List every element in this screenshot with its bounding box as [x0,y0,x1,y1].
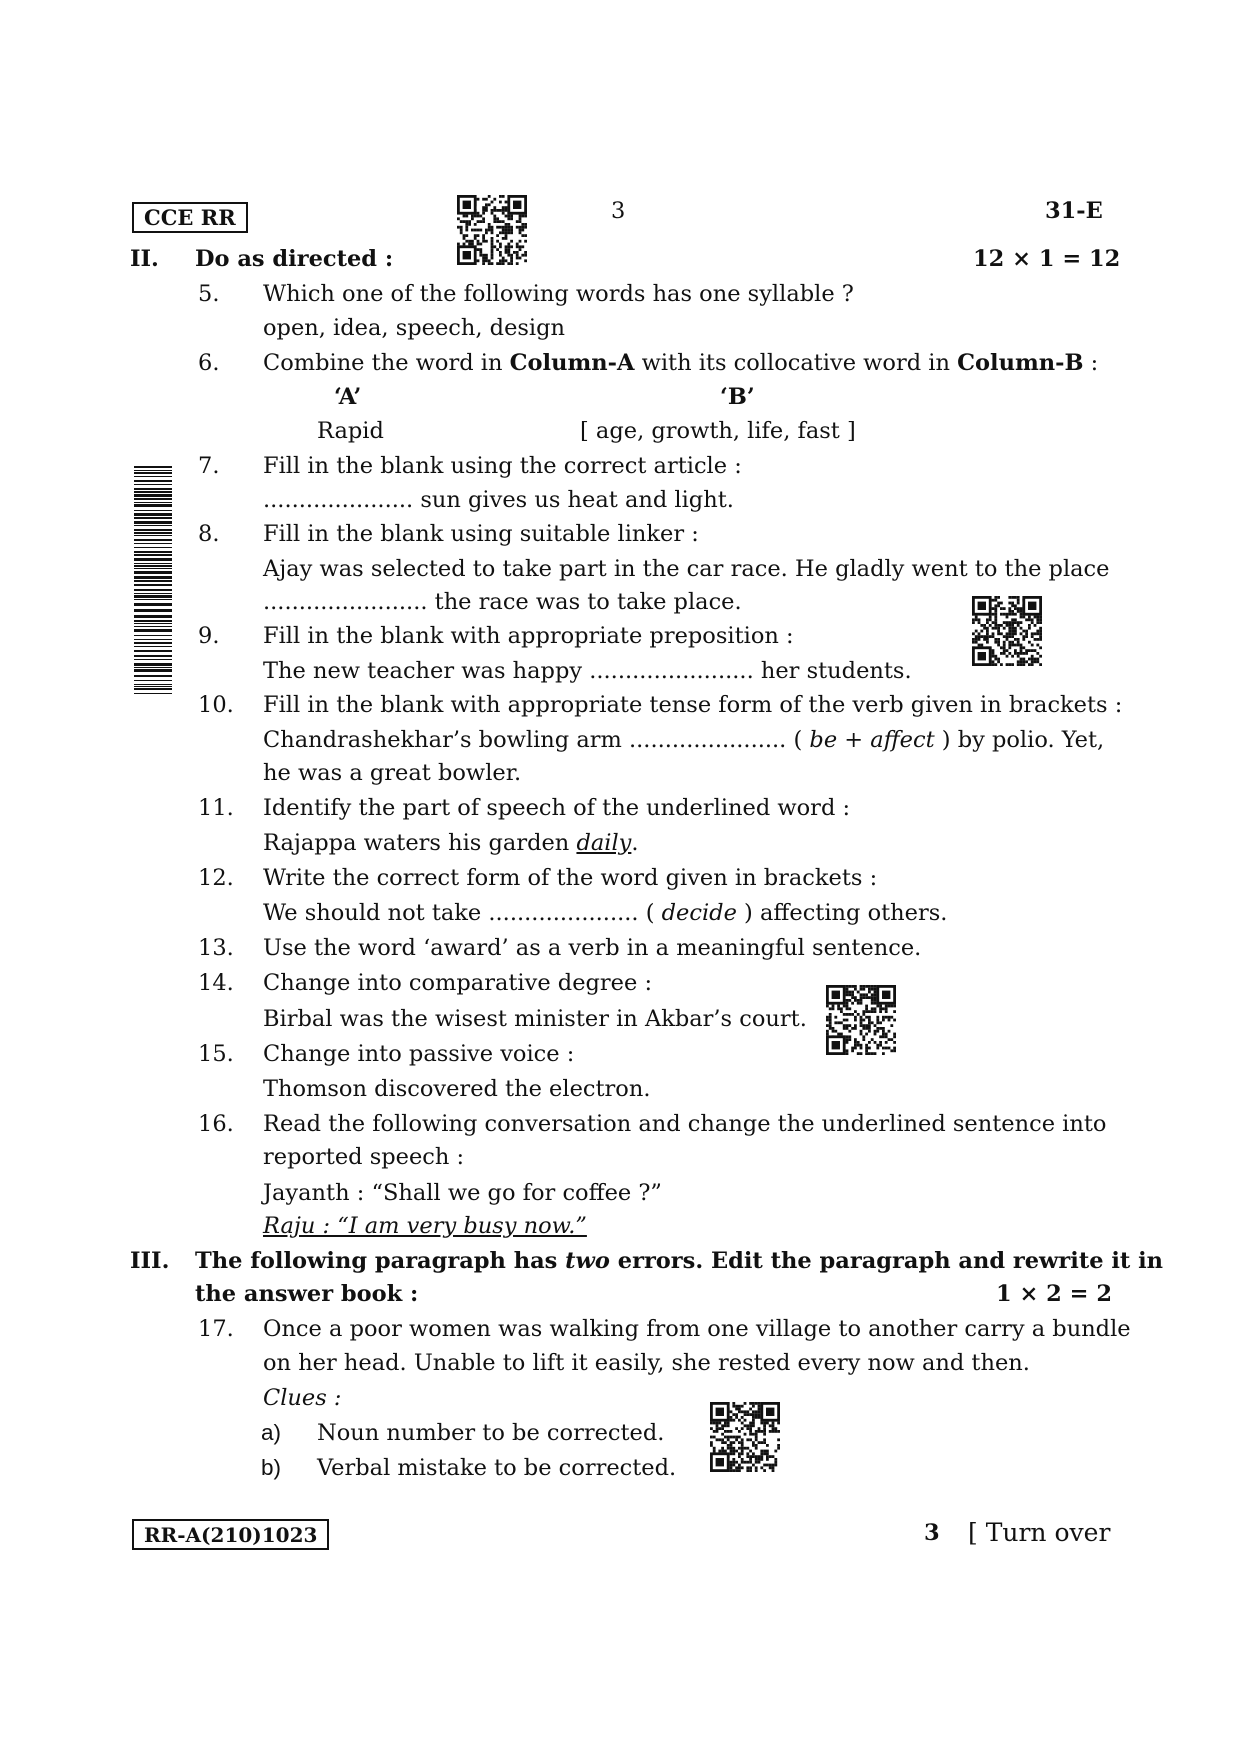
dialogue-line-underlined: Raju : “I am very busy now.” [263,1213,587,1239]
column-b-choices: [ age, growth, life, fast ] [580,418,856,444]
section-3-marks: 1 × 2 = 2 [996,1281,1113,1307]
question-number: 17. [198,1316,234,1342]
section-3-number: III. [130,1248,170,1274]
question-blank-line: ..................... sun gives us heat and light. [263,487,734,513]
question-text: Which one of the following words has one syllable ? [263,281,854,307]
question-options: open, idea, speech, design [263,315,566,341]
clues-heading: Clues : [263,1385,342,1411]
qr-code-icon [826,985,896,1055]
question-number: 14. [198,970,234,996]
question-number: 5. [198,281,220,307]
question-number: 16. [198,1111,234,1137]
header-left-box: CCE RR [132,202,248,233]
qr-code-icon [972,596,1042,666]
question-text: Combine the word in Column-A with its collocative word in Column-B : [263,350,1099,376]
column-a-word: Rapid [317,418,384,444]
section-2-marks: 12 × 1 = 12 [973,246,1121,272]
footer-page-number: 3 [924,1520,940,1546]
question-number: 7. [198,453,220,479]
question-number: 10. [198,692,234,718]
question-body-line: Birbal was the wisest minister in Akbar’s court. [263,1006,807,1032]
column-b-heading: ‘B’ [720,384,755,410]
paper-code: 31-E [1045,198,1103,224]
paragraph-line: on her head. Unable to lift it easily, she rested every now and then. [263,1350,1030,1376]
question-body-line: he was a great bowler. [263,760,522,786]
question-blank-line: The new teacher was happy ....................... her students. [263,658,912,684]
question-text: Write the correct form of the word given in brackets : [263,865,878,891]
section-3-title: The following paragraph has two errors. Edit the paragraph and rewrite it in [195,1248,1164,1274]
question-number: 8. [198,521,220,547]
qr-code-icon [710,1402,780,1472]
section-3-title-cont: the answer book : [195,1281,419,1307]
clue-text: Noun number to be corrected. [317,1420,665,1446]
turn-over: [ Turn over [968,1518,1111,1547]
dialogue-line: Jayanth : “Shall we go for coffee ?” [263,1180,662,1206]
question-text: Fill in the blank using suitable linker : [263,521,699,547]
question-body-line: Ajay was selected to take part in the car race. He gladly went to the place [263,556,1110,582]
question-text: Fill in the blank with appropriate tense form of the verb given in brackets : [263,692,1123,718]
page-number: 3 [611,198,626,224]
question-text-cont: reported speech : [263,1144,465,1170]
question-number: 11. [198,795,234,821]
question-text: Fill in the blank using the correct article : [263,453,742,479]
question-number: 12. [198,865,234,891]
section-2-number: II. [130,246,159,272]
question-number: 6. [198,350,220,376]
column-a-heading: ‘A’ [334,384,362,410]
question-text: Change into passive voice : [263,1041,575,1067]
question-text: Use the word ‘award’ as a verb in a meaningful sentence. [263,935,922,961]
barcode-icon [134,466,172,694]
clue-label: b) [261,1455,282,1480]
question-blank-line: ....................... the race was to take place. [263,589,742,615]
question-body-line: Thomson discovered the electron. [263,1076,651,1102]
qr-code-icon [457,195,527,265]
question-body-line: Rajappa waters his garden daily. [263,830,639,856]
clue-label: a) [261,1420,282,1445]
section-2-title: Do as directed : [195,246,394,272]
question-number: 13. [198,935,234,961]
clue-text: Verbal mistake to be corrected. [317,1455,677,1481]
paragraph-line: Once a poor women was walking from one village to another carry a bundle [263,1316,1131,1342]
question-text: Identify the part of speech of the underlined word : [263,795,851,821]
question-blank-line: We should not take ..................... ( decide ) affecting others. [263,900,948,926]
question-text: Change into comparative degree : [263,970,653,996]
question-number: 15. [198,1041,234,1067]
question-text: Fill in the blank with appropriate preposition : [263,623,794,649]
footer-code-box: RR-A(210)1023 [132,1519,329,1550]
question-text: Read the following conversation and change the underlined sentence into [263,1111,1107,1137]
question-blank-line: Chandrashekhar’s bowling arm ...................... ( be + affect ) by polio. Yet, [263,727,1105,753]
question-number: 9. [198,623,220,649]
